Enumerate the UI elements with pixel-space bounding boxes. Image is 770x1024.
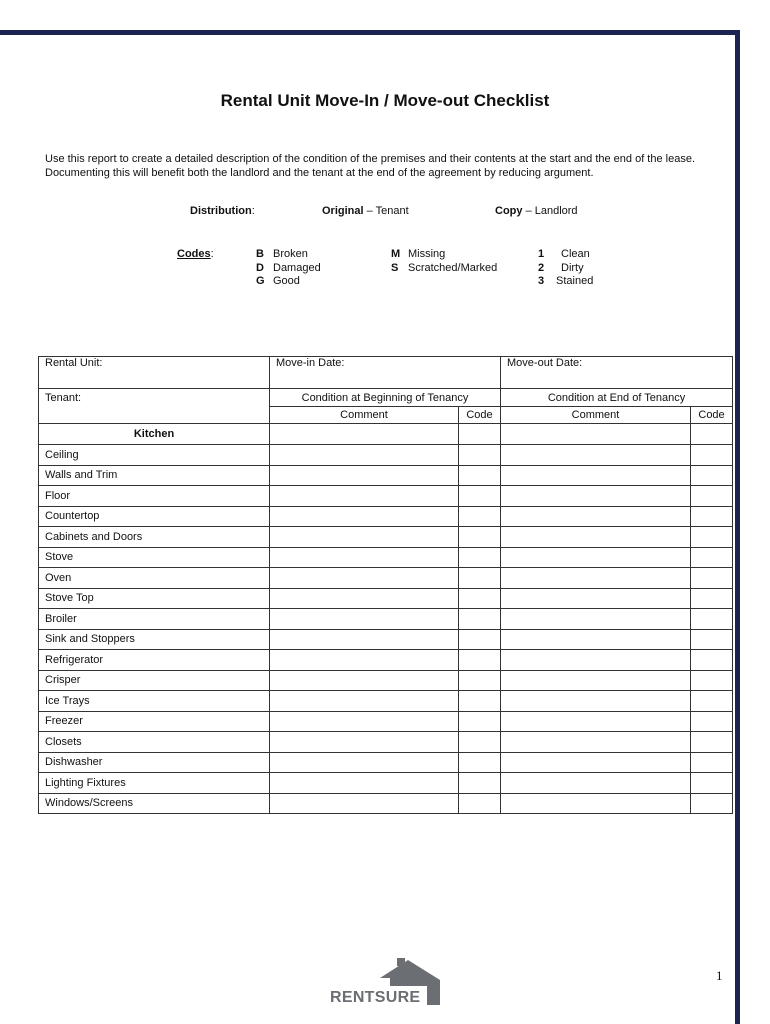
code-cell-end[interactable] <box>691 445 733 466</box>
comment-cell-begin[interactable] <box>270 547 459 568</box>
code-cell-end[interactable] <box>691 527 733 548</box>
comment-cell-begin[interactable] <box>270 650 459 671</box>
code-cell-end[interactable] <box>691 793 733 814</box>
comment-cell-end[interactable] <box>501 506 691 527</box>
rental-unit-field[interactable]: Rental Unit: <box>39 357 270 389</box>
code-good: G Good <box>256 275 300 287</box>
comment-cell-begin[interactable] <box>270 486 459 507</box>
item-label: Windows/Screens <box>39 793 270 814</box>
item-label: Closets <box>39 732 270 753</box>
move-in-date-field[interactable]: Move-in Date: <box>270 357 501 389</box>
comment-header-end: Comment <box>501 407 691 424</box>
table-row <box>39 773 733 794</box>
table-row <box>39 629 733 650</box>
code-cell-end[interactable] <box>691 506 733 527</box>
comment-cell-begin[interactable] <box>270 445 459 466</box>
comment-cell-end[interactable] <box>501 650 691 671</box>
comment-cell-end[interactable] <box>501 670 691 691</box>
item-label: Cabinets and Doors <box>39 527 270 548</box>
comment-cell-end[interactable] <box>501 568 691 589</box>
comment-cell-end[interactable] <box>501 424 691 445</box>
code-cell-begin[interactable] <box>459 752 501 773</box>
item-label: Oven <box>39 568 270 589</box>
table-row <box>39 486 733 507</box>
code-cell-begin[interactable] <box>459 588 501 609</box>
comment-cell-begin[interactable] <box>270 424 459 445</box>
comment-cell-end[interactable] <box>501 773 691 794</box>
code-cell-end[interactable] <box>691 465 733 486</box>
code-cell-begin[interactable] <box>459 424 501 445</box>
code-cell-end[interactable] <box>691 773 733 794</box>
table-row <box>39 445 733 466</box>
table-row <box>39 732 733 753</box>
code-clean: 1 Clean <box>538 248 590 260</box>
comment-cell-end[interactable] <box>501 691 691 712</box>
header-row <box>39 357 733 389</box>
table-row <box>39 752 733 773</box>
comment-cell-begin[interactable] <box>270 691 459 712</box>
code-cell-begin[interactable] <box>459 609 501 630</box>
code-cell-begin[interactable] <box>459 732 501 753</box>
page-border-top <box>0 30 740 35</box>
comment-cell-begin[interactable] <box>270 732 459 753</box>
table-row <box>39 506 733 527</box>
comment-cell-begin[interactable] <box>270 465 459 486</box>
code-cell-end[interactable] <box>691 609 733 630</box>
code-cell-end[interactable] <box>691 629 733 650</box>
comment-cell-end[interactable] <box>501 547 691 568</box>
table-row <box>39 793 733 814</box>
comment-cell-begin[interactable] <box>270 773 459 794</box>
code-cell-end[interactable] <box>691 568 733 589</box>
code-header-end: Code <box>691 407 733 424</box>
item-label: Countertop <box>39 506 270 527</box>
code-cell-end[interactable] <box>691 691 733 712</box>
code-cell-end[interactable] <box>691 650 733 671</box>
code-dirty: 2 Dirty <box>538 261 584 274</box>
checklist-table <box>38 356 733 814</box>
code-cell-end[interactable] <box>691 752 733 773</box>
comment-cell-end[interactable] <box>501 732 691 753</box>
code-cell-begin[interactable] <box>459 445 501 466</box>
table-row <box>39 670 733 691</box>
code-cell-begin[interactable] <box>459 568 501 589</box>
code-cell-end[interactable] <box>691 670 733 691</box>
distribution-copy: Copy – Landlord <box>495 205 578 217</box>
section-row-kitchen <box>39 424 733 445</box>
comment-cell-begin[interactable] <box>270 629 459 650</box>
comment-cell-end[interactable] <box>501 486 691 507</box>
code-broken: B Broken <box>256 248 308 260</box>
intro-line-2: Documenting this will benefit both the landlord and the tenant at the end of the agreement by reducing argument. <box>45 167 594 179</box>
code-cell-end[interactable] <box>691 424 733 445</box>
table-row <box>39 609 733 630</box>
comment-cell-begin[interactable] <box>270 711 459 732</box>
table-row <box>39 527 733 548</box>
item-label: Walls and Trim <box>39 465 270 486</box>
comment-cell-end[interactable] <box>501 711 691 732</box>
section-label-kitchen: Kitchen <box>39 424 270 445</box>
item-label: Lighting Fixtures <box>39 773 270 794</box>
comment-cell-end[interactable] <box>501 609 691 630</box>
move-out-date-field[interactable]: Move-out Date: <box>501 357 733 389</box>
item-label: Ceiling <box>39 445 270 466</box>
code-cell-begin[interactable] <box>459 465 501 486</box>
comment-cell-end[interactable] <box>501 445 691 466</box>
comment-cell-begin[interactable] <box>270 752 459 773</box>
comment-cell-begin[interactable] <box>270 568 459 589</box>
comment-cell-begin[interactable] <box>270 506 459 527</box>
code-cell-begin[interactable] <box>459 527 501 548</box>
tenant-row <box>39 389 733 407</box>
comment-cell-end[interactable] <box>501 629 691 650</box>
item-label: Freezer <box>39 711 270 732</box>
code-missing: M Missing <box>391 248 446 260</box>
item-label: Refrigerator <box>39 650 270 671</box>
comment-cell-end[interactable] <box>501 465 691 486</box>
code-cell-end[interactable] <box>691 588 733 609</box>
comment-header-begin: Comment <box>270 407 459 424</box>
code-cell-begin[interactable] <box>459 547 501 568</box>
item-label: Ice Trays <box>39 691 270 712</box>
distribution-original: Original – Tenant <box>322 205 409 217</box>
table-row <box>39 650 733 671</box>
comment-cell-begin[interactable] <box>270 588 459 609</box>
comment-cell-end[interactable] <box>501 793 691 814</box>
item-label: Stove <box>39 547 270 568</box>
comment-cell-end[interactable] <box>501 752 691 773</box>
table-row <box>39 568 733 589</box>
code-cell-begin[interactable] <box>459 773 501 794</box>
codes-label: Codes: <box>177 248 214 260</box>
code-header-begin: Code <box>459 407 501 424</box>
comment-cell-end[interactable] <box>501 527 691 548</box>
code-damaged: D Damaged <box>256 261 321 274</box>
code-cell-begin[interactable] <box>459 670 501 691</box>
code-cell-end[interactable] <box>691 732 733 753</box>
comment-cell-begin[interactable] <box>270 793 459 814</box>
item-label: Broiler <box>39 609 270 630</box>
table-row <box>39 465 733 486</box>
page-number: 1 <box>716 968 723 983</box>
table-row <box>39 691 733 712</box>
comment-cell-begin[interactable] <box>270 527 459 548</box>
code-cell-begin[interactable] <box>459 486 501 507</box>
code-cell-begin[interactable] <box>459 506 501 527</box>
code-cell-begin[interactable] <box>459 629 501 650</box>
item-label: Stove Top <box>39 588 270 609</box>
code-stained: 3 Stained <box>538 275 594 287</box>
tenant-field[interactable]: Tenant: <box>39 389 270 424</box>
condition-end-header: Condition at End of Tenancy <box>501 389 733 407</box>
intro-line-1: Use this report to create a detailed description of the condition of the premises and their contents at the start and the end of the lease. <box>45 153 696 165</box>
item-label: Crisper <box>39 670 270 691</box>
item-label: Dishwasher <box>39 752 270 773</box>
code-cell-begin[interactable] <box>459 793 501 814</box>
code-cell-end[interactable] <box>691 711 733 732</box>
page-border-right <box>735 30 740 1024</box>
comment-cell-end[interactable] <box>501 588 691 609</box>
code-cell-begin[interactable] <box>459 711 501 732</box>
comment-cell-begin[interactable] <box>270 609 459 630</box>
table-row <box>39 711 733 732</box>
item-label: Sink and Stoppers <box>39 629 270 650</box>
code-cell-end[interactable] <box>691 486 733 507</box>
code-cell-end[interactable] <box>691 547 733 568</box>
distribution-label: Distribution: <box>190 205 255 217</box>
item-label: Floor <box>39 486 270 507</box>
condition-begin-header: Condition at Beginning of Tenancy <box>270 389 501 407</box>
document-title: Rental Unit Move-In / Move-out Checklist <box>220 91 550 110</box>
table-row <box>39 547 733 568</box>
code-scratched: S Scratched/Marked <box>391 261 498 274</box>
table-row <box>39 588 733 609</box>
code-cell-begin[interactable] <box>459 691 501 712</box>
logo-text: RENTSURE <box>330 989 421 1006</box>
code-cell-begin[interactable] <box>459 650 501 671</box>
comment-cell-begin[interactable] <box>270 670 459 691</box>
intro-paragraph <box>45 152 735 180</box>
